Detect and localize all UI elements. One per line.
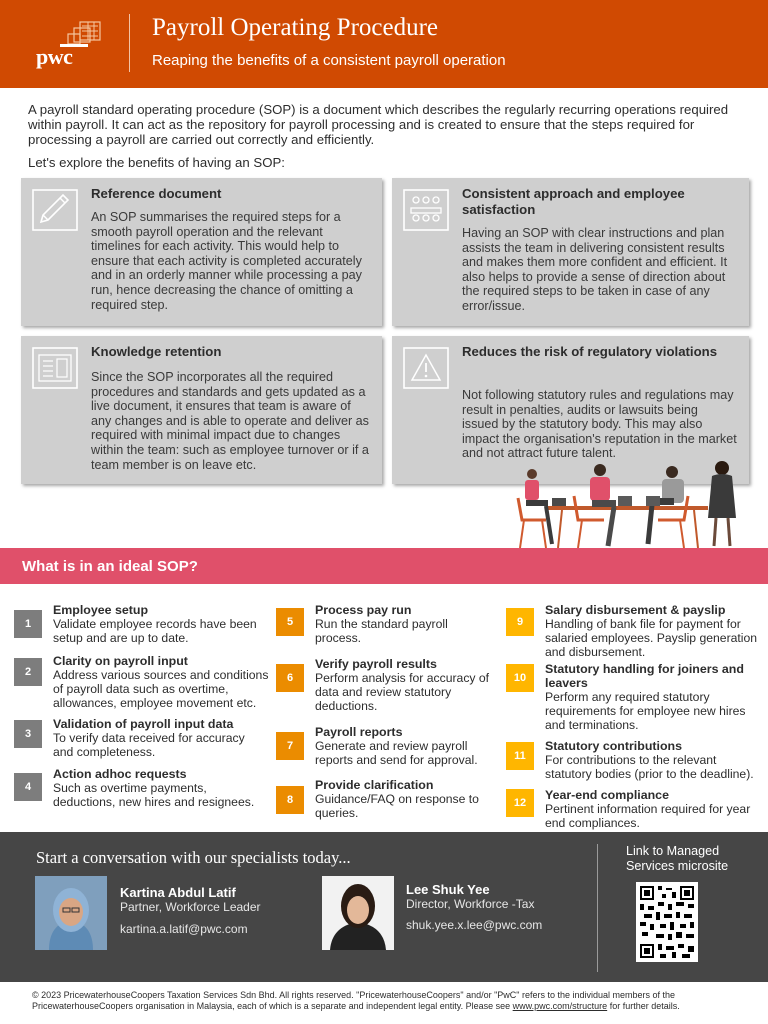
step-description: To verify data received for accuracy and completeness. <box>53 731 245 759</box>
step-number-badge: 3 <box>14 720 42 748</box>
avatar <box>322 876 394 950</box>
step-description: Handling of bank file for payment for salaried employees. Payslip generation and disbursement. <box>545 617 758 659</box>
step-description: Run the standard payroll process. <box>315 617 448 645</box>
person-photo-icon <box>322 876 394 950</box>
header-bar <box>0 0 768 88</box>
step-description: Perform analysis for accuracy of data and review statutory deductions. <box>315 671 490 713</box>
step-number-badge: 6 <box>276 664 304 692</box>
sop-section-banner <box>0 548 768 584</box>
warning-icon <box>402 346 450 390</box>
step-title: Clarity on payroll input <box>53 654 188 668</box>
step-description: Guidance/FAQ on response to queries. <box>315 792 479 820</box>
step-title: Year-end compliance <box>545 788 669 802</box>
benefit-card-knowledge-retention <box>21 336 382 484</box>
step-title: Validation of payroll input data <box>53 717 234 731</box>
step-number-badge: 5 <box>276 608 304 636</box>
step-number-badge: 2 <box>14 658 42 686</box>
benefit-title: Knowledge retention <box>91 344 222 359</box>
pencil-icon <box>31 188 79 232</box>
step-description: Such as overtime payments, deductions, new hires and resignees. <box>53 781 255 809</box>
benefit-body: Not following statutory rules and regulations may result in penalties, audits or lawsuits being issued by the statutory body. This may also impact the organisation's reputation in the market and not attract future talent. <box>462 388 737 461</box>
copyright-text: © 2023 PricewaterhouseCoopers Taxation Services Sdn Bhd. All rights reserved. "PricewaterhouseCoopers" and/or "PwC" refers to the individual members of the PricewaterhouseCoopers organisation in Malaysia, each of which is a separate and independent legal entity. Please see <box>32 990 676 1011</box>
benefit-title: Consistent approach and employee satisfaction <box>462 186 685 217</box>
benefit-title: Reduces the risk of regulatory violations <box>462 344 718 359</box>
benefit-body: An SOP summarises the required steps for a smooth payroll operation and the relevant timelines for each activity. This would help to ensure that each activity is completed accurately and in an orderly manner while processing a pay run, hence decreasing the chance of omitting a required step. <box>91 210 362 312</box>
benefit-card-consistent-approach <box>392 178 749 326</box>
step-description: Address various sources and conditions of payroll data such as overtime, allowances, employee movement etc. <box>53 668 269 710</box>
step-description: For contributions to the relevant statutory bodies (prior to the deadline). <box>545 753 754 781</box>
logo-blocks-icon <box>30 14 108 48</box>
structure-link[interactable]: www.pwc.com/structure <box>512 1001 608 1011</box>
page-title: Payroll Operating Procedure <box>152 14 439 41</box>
contact-heading: Start a conversation with our specialists today... <box>36 848 351 867</box>
step-description: Perform any required statutory requirements for employee new hires and terminations. <box>545 690 746 732</box>
contact-role: Director, Workforce -Tax <box>406 897 535 911</box>
benefit-body: Since the SOP incorporates all the required procedures and standards and gets updated as a live document, it ensures that team is aware of any changes and is able to operate and deliver as required with minimal impact due to changes within the team: such as employee turnover or if a team member is on leave etc. <box>91 370 369 472</box>
sop-section-heading: What is in an ideal SOP? <box>22 558 198 575</box>
step-description: Validate employee records have been setup and are up to date. <box>53 617 257 645</box>
contact-email-link[interactable]: shuk.yee.x.lee@pwc.com <box>406 918 543 932</box>
step-number-badge: 4 <box>14 773 42 801</box>
step-title: Salary disbursement & payslip <box>545 603 726 617</box>
team-meeting-illustration <box>512 458 748 550</box>
contact-email-link[interactable]: kartina.a.latif@pwc.com <box>120 922 248 936</box>
step-description: Generate and review payroll reports and send for approval. <box>315 739 478 767</box>
benefit-body: Having an SOP with clear instructions and plan assists the team in delivering consistent results and makes them more confident and efficient. It also helps to provide a sense of direction about the required steps to be taken in case of any error/issue. <box>462 226 728 313</box>
contact-divider <box>597 844 598 972</box>
avatar <box>35 876 107 950</box>
contact-role: Partner, Workforce Leader <box>120 900 261 914</box>
qr-code-icon <box>638 884 696 960</box>
step-number-badge: 10 <box>506 664 534 692</box>
copyright-suffix: for further details. <box>609 1001 680 1011</box>
step-number-badge: 7 <box>276 732 304 760</box>
microsite-link-label: Link to Managed Services microsite <box>626 844 729 873</box>
step-number-badge: 8 <box>276 786 304 814</box>
logo-wordmark: pwc <box>36 44 73 69</box>
contact-name: Kartina Abdul Latif <box>120 885 236 900</box>
team-meeting-icon <box>402 188 450 232</box>
step-number-badge: 9 <box>506 608 534 636</box>
contact-section <box>0 832 768 982</box>
step-number-badge: 11 <box>506 742 534 770</box>
step-title: Provide clarification <box>315 778 434 792</box>
step-title: Payroll reports <box>315 725 403 739</box>
step-title: Process pay run <box>315 603 412 617</box>
step-title: Verify payroll results <box>315 657 437 671</box>
person-photo-icon <box>35 876 107 950</box>
qr-code[interactable] <box>636 882 698 962</box>
step-title: Action adhoc requests <box>53 767 187 781</box>
newspaper-icon <box>31 346 79 390</box>
contact-name: Lee Shuk Yee <box>406 882 490 897</box>
copyright-notice <box>32 990 744 1012</box>
pwc-logo[interactable] <box>30 14 108 74</box>
step-title: Statutory contributions <box>545 739 682 753</box>
header-divider <box>129 14 130 72</box>
page-subtitle: Reaping the benefits of a consistent payroll operation <box>152 52 506 69</box>
step-title: Employee setup <box>53 603 149 617</box>
intro-lead: Let's explore the benefits of having an SOP: <box>28 155 285 170</box>
step-number-badge: 1 <box>14 610 42 638</box>
step-description: Pertinent information required for year end compliances. <box>545 802 751 830</box>
benefit-title: Reference document <box>91 186 222 201</box>
step-number-badge: 12 <box>506 789 534 817</box>
step-title: Statutory handling for joiners and leavers <box>545 662 744 690</box>
benefit-card-reference <box>21 178 382 326</box>
intro-paragraph: A payroll standard operating procedure (SOP) is a document which describes the regularly recurring operations required within payroll. It can act as the repository for payroll processing and is created to ensure that the steps required for processing a payroll are carried out correctly and efficiently. <box>28 102 729 147</box>
